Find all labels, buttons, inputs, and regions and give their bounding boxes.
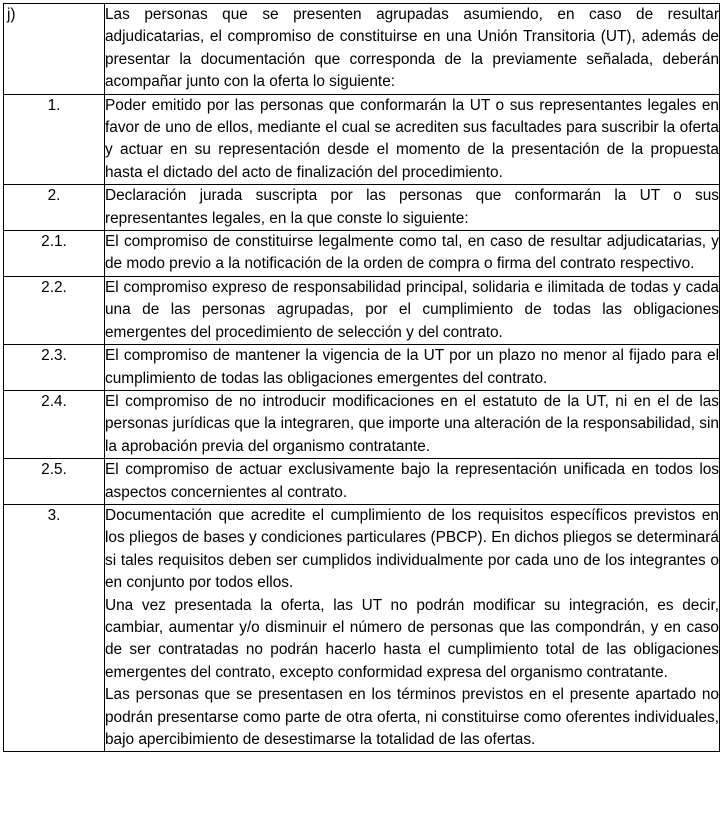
item-number: 3. — [4, 504, 105, 751]
paragraph: Las personas que se presentasen en los términos previstos en el presente apartado no podrán presentarse como parte de otra oferta, ni constituirse como oferentes individuales, bajo apercibimiento de desestimarse la totalidad de las ofertas. — [105, 686, 719, 748]
item-text — [105, 276, 720, 344]
item-number: 1. — [4, 94, 105, 185]
item-text — [105, 504, 720, 751]
item-text — [105, 94, 720, 185]
item-text — [105, 231, 720, 277]
item-text — [105, 345, 720, 391]
item-number: 2.4. — [4, 390, 105, 458]
item-number: 2.5. — [4, 459, 105, 505]
paragraph: El compromiso expreso de responsabilidad principal, solidaria e ilimitada de todas y cada una de las personas agrupadas, por el cumplimiento de todas las obligaciones emergentes del procedimiento de selección y del contrato. — [105, 278, 719, 341]
item-number: 2. — [4, 185, 105, 231]
item-number: 2.3. — [4, 345, 105, 391]
paragraph: Una vez presentada la oferta, las UT no podrán modificar su integración, es decir, cambiar, aumentar y/o disminuir el número de personas que las compondrán, y en caso de ser contratadas no podrán hacerlo hasta el cumplimiento total de las obligaciones emergentes del contrato, excepto conformidad expresa del organismo contratante. — [105, 596, 719, 681]
paragraph: El compromiso de mantener la vigencia de la UT por un plazo no menor al fijado para el cumplimiento de todas las obligaciones emergentes del contrato. — [105, 347, 719, 387]
item-number: 2.1. — [4, 231, 105, 277]
requirements-table — [3, 3, 720, 752]
paragraph: Declaración jurada suscripta por las personas que conformarán la UT o sus representantes legales, en la que conste lo siguiente: — [105, 187, 719, 227]
table-row — [4, 94, 720, 185]
table-row — [4, 459, 720, 505]
table-row — [4, 390, 720, 458]
item-number: 2.2. — [4, 276, 105, 344]
table-row — [4, 504, 720, 751]
item-text — [105, 459, 720, 505]
paragraph: El compromiso de actuar exclusivamente bajo la representación unificada en todos los aspectos concernientes al contrato. — [105, 461, 719, 501]
table-row — [4, 231, 720, 277]
paragraph: Documentación que acredite el cumplimiento de los requisitos específicos previstos en los pliegos de bases y condiciones particulares (PBCP). En dichos pliegos se determinará si tales requisitos deben ser cumplidos individualmente por cada uno de los integrantes o en conjunto por todos ellos. — [105, 506, 719, 592]
item-text — [105, 185, 720, 231]
paragraph: El compromiso de constituirse legalmente como tal, en caso de resultar adjudicatarias, y de modo previo a la notificación de la orden de compra o firma del contrato respectivo. — [105, 233, 719, 273]
table-row — [4, 4, 720, 95]
table-row — [4, 345, 720, 391]
item-text — [105, 4, 720, 95]
paragraph: Poder emitido por las personas que conformarán la UT o sus representantes legales en favor de uno de ellos, mediante el cual se acrediten sus facultades para suscribir la oferta y actuar en su representación desde el momento de la presentación de la propuesta hasta el dictado del acto de finalización del procedimiento. — [105, 96, 719, 181]
table-row — [4, 276, 720, 344]
item-number: j) — [4, 4, 105, 95]
table-row — [4, 185, 720, 231]
paragraph: El compromiso de no introducir modificaciones en el estatuto de la UT, ni en el de las personas jurídicas que la integraren, que importe una alteración de la responsabilidad, sin la aprobación previa del organismo contratante. — [105, 392, 719, 455]
item-text — [105, 390, 720, 458]
paragraph: Las personas que se presenten agrupadas asumiendo, en caso de resultar adjudicatarias, el compromiso de constituirse en una Unión Transitoria (UT), además de presentar la documentación que corresponda de la previamente señalada, deberán acompañar junto con la oferta lo siguiente: — [105, 6, 719, 91]
